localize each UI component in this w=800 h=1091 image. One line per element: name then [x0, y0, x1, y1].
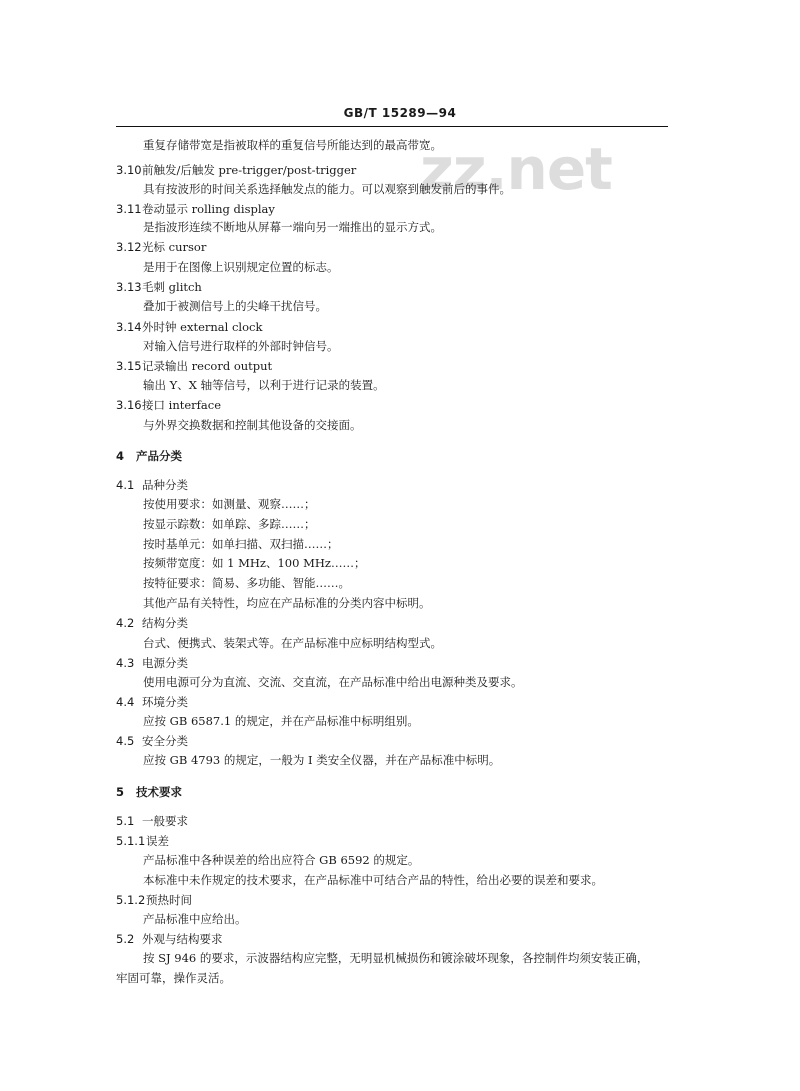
- section-number: 4: [116, 449, 125, 463]
- section-heading: [116, 398, 221, 412]
- line-text: 产品标准中应给出。: [143, 912, 247, 926]
- paragraph-line: [116, 971, 231, 985]
- section-number: 5.1.2: [116, 893, 146, 907]
- section-number: 4.2: [116, 616, 135, 630]
- paragraph-line: [143, 714, 419, 728]
- section-heading: [116, 785, 182, 799]
- line-text: 按特征要求：简易、多功能、智能……。: [143, 576, 350, 590]
- paragraph-line: [143, 418, 362, 432]
- section-heading: [116, 280, 202, 294]
- line-text: 使用电源可分为直流、交流、交直流，在产品标准中给出电源种类及要求。: [143, 675, 523, 689]
- section-heading: [116, 932, 223, 946]
- section-number: 3.13: [116, 280, 142, 294]
- line-text: 外时钟 external clock: [142, 320, 263, 334]
- section-heading: [116, 449, 182, 463]
- line-text: 对输入信号进行取样的外部时钟信号。: [143, 339, 339, 353]
- line-text: 其他产品有关特性，均应在产品标准的分类内容中标明。: [143, 596, 431, 610]
- section-number: 3.15: [116, 359, 142, 373]
- paragraph-line: [143, 537, 339, 551]
- line-text: 按频带宽度：如 1 MHz、100 MHz……；: [143, 556, 366, 570]
- section-number: 5.1: [116, 814, 135, 828]
- section-heading: [116, 202, 275, 216]
- paragraph-line: [143, 378, 385, 392]
- line-text: 叠加于被测信号上的尖峰干扰信号。: [143, 299, 327, 313]
- line-text: 与外界交换数据和控制其他设备的交接面。: [143, 418, 362, 432]
- section-number: 3.14: [116, 320, 142, 334]
- paragraph-line: [143, 220, 442, 234]
- line-text: 应按 GB 6587.1 的规定，并在产品标准中标明组别。: [143, 714, 419, 728]
- section-heading: [116, 834, 169, 848]
- paragraph-line: [143, 182, 511, 196]
- line-text: 接口 interface: [142, 398, 222, 412]
- section-heading: [116, 163, 356, 177]
- section-heading: [116, 478, 188, 492]
- line-text: 重复存储带宽是指被取样的重复信号所能达到的最高带宽。: [143, 138, 442, 152]
- section-number: 4.1: [116, 478, 135, 492]
- line-text: 环境分类: [142, 695, 188, 709]
- paragraph-line: [143, 138, 442, 152]
- line-text: 外观与结构要求: [142, 932, 223, 946]
- line-text: 应按 GB 4793 的规定，一般为 I 类安全仪器，并在产品标准中标明。: [143, 753, 501, 767]
- section-heading: [116, 734, 188, 748]
- line-text: 产品分类: [136, 449, 182, 463]
- watermark-text: zz.net: [420, 135, 612, 203]
- line-text: 误差: [146, 834, 169, 848]
- section-number: 5.2: [116, 932, 135, 946]
- line-text: 牢固可靠，操作灵活。: [116, 971, 231, 985]
- line-text: 一般要求: [142, 814, 188, 828]
- paragraph-line: [143, 260, 339, 274]
- section-number: 5.1.1: [116, 834, 146, 848]
- page-header-code: GB/T 15289—94: [343, 106, 457, 120]
- section-heading: [116, 656, 188, 670]
- section-number: 3.11: [116, 202, 142, 216]
- paragraph-line: [143, 753, 500, 767]
- paragraph-line: [143, 675, 523, 689]
- paragraph-line: [143, 339, 339, 353]
- paragraph-line: [143, 951, 648, 965]
- section-number: 5: [116, 785, 125, 799]
- paragraph-line: [143, 556, 365, 570]
- section-heading: [116, 240, 206, 254]
- section-number: 3.10: [116, 163, 142, 177]
- section-number: 4.4: [116, 695, 135, 709]
- line-text: 台式、便携式、装架式等。在产品标准中应标明结构型式。: [143, 636, 442, 650]
- paragraph-line: [143, 853, 419, 867]
- section-heading: [116, 616, 188, 630]
- paragraph-line: [143, 299, 327, 313]
- section-heading: [116, 695, 188, 709]
- paragraph-line: [143, 596, 431, 610]
- section-heading: [116, 814, 188, 828]
- line-text: 输出 Y、X 轴等信号，以利于进行记录的装置。: [143, 378, 385, 392]
- line-text: 光标 cursor: [142, 240, 207, 254]
- line-text: 按时基单元：如单扫描、双扫描……；: [143, 537, 339, 551]
- paragraph-line: [143, 912, 247, 926]
- line-text: 是用于在图像上识别规定位置的标志。: [143, 260, 339, 274]
- section-heading: [116, 359, 272, 373]
- header-rule: [116, 126, 668, 127]
- line-text: 品种分类: [142, 478, 188, 492]
- line-text: 结构分类: [142, 616, 188, 630]
- paragraph-line: [143, 576, 350, 590]
- line-text: 按显示踪数：如单踪、多踪……；: [143, 517, 316, 531]
- line-text: 技术要求: [136, 785, 182, 799]
- line-text: 前触发/后触发 pre-trigger/post-trigger: [142, 163, 357, 177]
- section-number: 3.16: [116, 398, 142, 412]
- paragraph-line: [143, 497, 316, 511]
- section-heading: [116, 893, 192, 907]
- line-text: 记录输出 record output: [142, 359, 273, 373]
- line-text: 按使用要求：如测量、观察……；: [143, 497, 316, 511]
- line-text: 安全分类: [142, 734, 188, 748]
- line-text: 卷动显示 rolling display: [142, 202, 275, 216]
- line-text: 预热时间: [146, 893, 192, 907]
- line-text: 产品标准中各种误差的给出应符合 GB 6592 的规定。: [143, 853, 420, 867]
- section-number: 4.3: [116, 656, 135, 670]
- line-text: 按 SJ 946 的要求，示波器结构应完整，无明显机械损伤和镀涂破坏现象，各控制件均须安装正确，: [143, 951, 649, 965]
- line-text: 毛刺 glitch: [142, 280, 202, 294]
- paragraph-line: [143, 636, 442, 650]
- paragraph-line: [143, 873, 603, 887]
- line-text: 电源分类: [142, 656, 188, 670]
- line-text: 本标准中未作规定的技术要求，在产品标准中可结合产品的特性，给出必要的误差和要求。: [143, 873, 603, 887]
- section-number: 4.5: [116, 734, 135, 748]
- paragraph-line: [143, 517, 316, 531]
- line-text: 是指波形连续不断地从屏幕一端向另一端推出的显示方式。: [143, 220, 442, 234]
- section-number: 3.12: [116, 240, 142, 254]
- section-heading: [116, 320, 262, 334]
- line-text: 具有按波形的时间关系选择触发点的能力。可以观察到触发前后的事件。: [143, 182, 511, 196]
